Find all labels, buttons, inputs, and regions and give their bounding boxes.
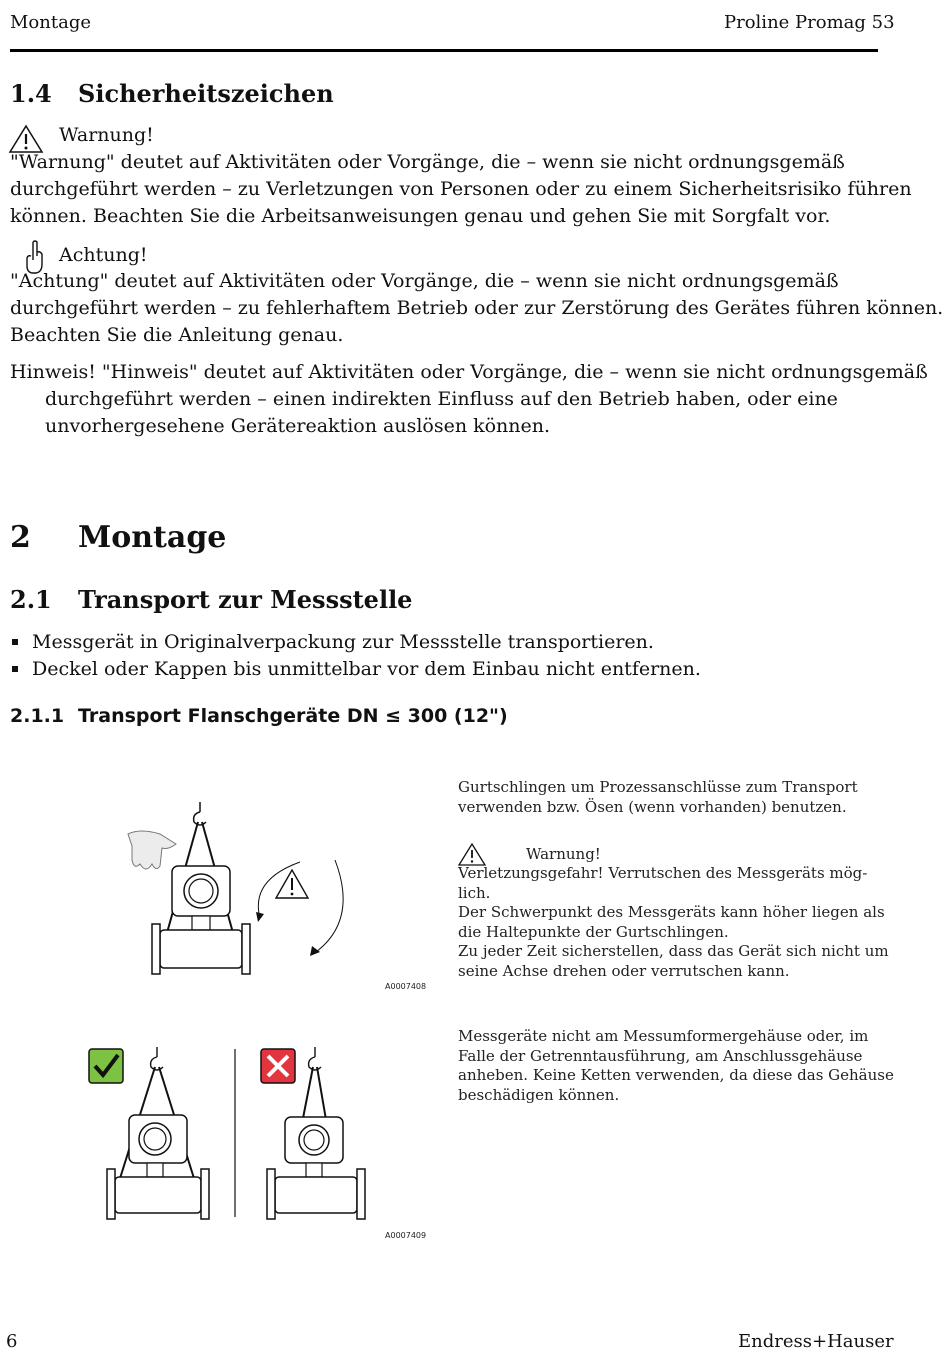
figure-correct-incorrect-lifting-illustration: [85, 1045, 385, 1225]
figure-2-text: Messgeräte nicht am Messumformergehäuse oder, im Falle der Getrenntausführung, am Anschlussgehäuse anheben. Keine Ketten verwenden, da diese das Gehäuse beschädigen können.: [458, 1027, 894, 1104]
note-text: Hinweis! "Hinweis" deutet auf Aktivitäten oder Vorgänge, die – wenn sie nicht ordnungsgemäß durchgeführt werden – einen indirekten Einfluss auf den Betrieb haben, oder eine unvorhergesehene Gerätereaktion auslösen können.: [10, 361, 928, 437]
header-section: Montage: [10, 12, 91, 33]
warning-label: Warnung!: [59, 124, 154, 146]
check-icon: [89, 1049, 123, 1083]
header-rule: [10, 49, 878, 52]
heading-1-4: 1.4 Sicherheitszeichen: [10, 79, 334, 108]
caution-text: "Achtung" deutet auf Aktivitäten oder Vorgänge, die – wenn sie nicht ordnungsgemäß durchgeführt werden – zu fehlerhaftem Betrieb oder zur Zerstörung des Gerätes führen können. Beachten Sie die Anleitung genau.: [10, 270, 944, 346]
list-item: Messgerät in Originalverpackung zur Messstelle transportieren.: [12, 629, 701, 656]
bullet-list: [12, 629, 701, 683]
figure-1-intro: Gurtschlingen um Prozessanschlüsse zum Transport verwenden bzw. Ösen (wenn vorhanden) benutzen.: [458, 778, 858, 816]
list-item: Deckel oder Kappen bis unmittelbar vor dem Einbau nicht entfernen.: [12, 656, 701, 683]
figure-code: A0007409: [385, 1231, 427, 1240]
heading-2-1-1: 2.1.1 Transport Flanschgeräte DN ≤ 300 (12"): [10, 705, 508, 727]
heading-2-1: 2.1 Transport zur Messstelle: [10, 585, 413, 614]
page-number: 6: [6, 1331, 18, 1352]
figure-1-warning-label: Warnung!: [526, 845, 601, 863]
heading-2: 2 Montage: [10, 520, 227, 555]
caution-label: Achtung!: [59, 244, 148, 266]
header-product: Proline Promag 53: [724, 12, 895, 33]
figure-code: A0007408: [385, 982, 427, 991]
figure-1-warning-text: Verletzungsgefahr! Verrutschen des Messgeräts mög- lich. Der Schwerpunkt des Messgeräts kann höher liegen als die Haltepunkte der Gurtschlingen. Zu jeder Zeit sicherstellen, dass das Gerät sich nicht um seine Achse drehen oder verrutschen kann.: [458, 864, 889, 980]
warning-text: "Warnung" deutet auf Aktivitäten oder Vorgänge, die – wenn sie nicht ordnungsgemäß durchgeführt werden – zu Verletzungen von Personen oder zu einem Sicherheitsrisiko führen können. Beachten Sie die Arbeitsanweisungen genau und gehen Sie mit Sorgfalt vor.: [10, 151, 912, 227]
footer-brand: Endress+Hauser: [738, 1331, 894, 1352]
figure-lifting-sling-illustration: [120, 800, 350, 980]
warning-triangle-icon: [458, 843, 486, 866]
